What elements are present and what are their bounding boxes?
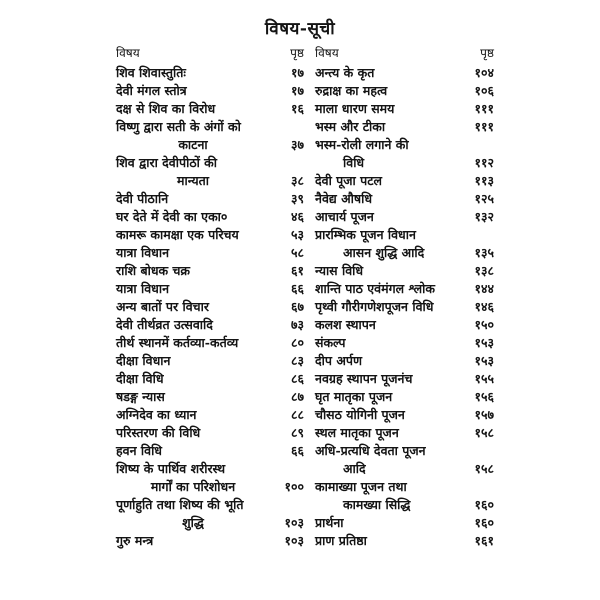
contents-entry	[116, 424, 304, 442]
contents-entry	[315, 352, 494, 370]
entry-page-number: १३५	[474, 245, 494, 260]
entry-subject: अन्य बातों पर विचार	[116, 299, 209, 314]
entry-subject: यात्रा विधान	[116, 281, 170, 296]
entry-page-number: १०३	[284, 533, 304, 548]
contents-entry	[116, 244, 304, 262]
entry-subject: स्थल मातृका पूजन	[315, 425, 399, 440]
entry-subject: प्रार्थना	[315, 515, 344, 530]
contents-entry	[116, 154, 304, 190]
contents-entry	[315, 316, 494, 334]
entry-page-number: १५८	[474, 425, 494, 440]
contents-entry	[116, 298, 304, 316]
contents-column-left	[116, 44, 304, 550]
entry-subject-continued: कामख्या सिद्धि	[343, 497, 411, 512]
contents-list-right	[315, 64, 494, 550]
contents-entry	[116, 532, 304, 550]
entry-page-number: १०४	[474, 65, 494, 80]
contents-entry	[116, 406, 304, 424]
contents-entry	[315, 82, 494, 100]
entry-page-number: १५६	[474, 389, 494, 404]
contents-entry	[315, 208, 494, 226]
contents-entry	[315, 424, 494, 442]
contents-entry	[116, 64, 304, 82]
entry-page-number: १११	[474, 101, 494, 116]
entry-subject: अग्निदेव का ध्यान	[116, 407, 197, 422]
entry-subject-continued: आदि	[343, 461, 366, 476]
contents-entry	[116, 82, 304, 100]
entry-page-number: १७	[290, 83, 304, 98]
entry-page-number: ५८	[290, 245, 304, 260]
contents-entry	[116, 460, 304, 496]
entry-page-number: ७३	[290, 317, 304, 332]
contents-column-right	[315, 44, 494, 550]
entry-page-number: ५३	[290, 227, 304, 242]
subject-header: विषय	[116, 46, 140, 60]
entry-subject: संकल्प	[315, 335, 346, 350]
entry-subject: अधि-प्रत्यधि देवता पूजन	[315, 443, 426, 458]
entry-page-number: ८८	[290, 407, 304, 422]
entry-subject: शान्ति पाठ एवंमंगल श्लोक	[315, 281, 435, 296]
contents-entry	[315, 514, 494, 532]
column-header	[116, 44, 304, 64]
contents-list-left	[116, 64, 304, 550]
contents-entry	[315, 172, 494, 190]
entry-page-number: १५०	[474, 317, 494, 332]
page-title: विषय-सूची	[264, 19, 336, 39]
entry-subject: भस्म-रोली लगाने की	[315, 137, 409, 152]
entry-page-number: ८७	[290, 389, 304, 404]
page-header: पृष्ठ	[480, 46, 494, 60]
entry-page-number: ३८	[290, 173, 304, 188]
contents-entry	[116, 334, 304, 352]
entry-subject: पृथ्वी गौरीगणेशपूजन विधि	[315, 299, 434, 314]
entry-subject-continued: काटना	[178, 137, 208, 152]
entry-subject: शिव द्वारा देवीपीठों की	[116, 155, 218, 170]
entry-page-number: १५७	[474, 407, 494, 422]
entry-page-number: १५५	[474, 371, 494, 386]
entry-page-number: १५८	[474, 461, 494, 476]
contents-entry	[315, 262, 494, 280]
entry-subject: रुद्राक्ष का महत्व	[315, 83, 388, 98]
entry-page-number: ६१	[290, 263, 304, 278]
entry-subject-continued: मान्यता	[176, 173, 209, 188]
contents-entry	[315, 100, 494, 118]
subject-header: विषय	[315, 46, 339, 60]
entry-subject-continued: आसन शुद्धि आदि	[343, 245, 425, 260]
entry-page-number: १५३	[474, 353, 494, 368]
entry-subject: देवी मंगल स्तोत्र	[116, 83, 187, 98]
contents-entry	[116, 388, 304, 406]
entry-page-number: ६७	[290, 299, 304, 314]
entry-subject: चौसठ योगिनी पूजन	[315, 407, 405, 422]
entry-subject: दीक्षा विधि	[116, 371, 164, 386]
contents-entry	[315, 226, 494, 262]
contents-entry	[116, 262, 304, 280]
entry-page-number: १६१	[474, 533, 494, 548]
entry-subject: राशि बोधक चक्र	[116, 263, 190, 278]
entry-page-number: ११३	[474, 173, 494, 188]
contents-entry	[315, 64, 494, 82]
contents-entry	[116, 226, 304, 244]
contents-entry	[116, 208, 304, 226]
entry-page-number: ८६	[290, 371, 304, 386]
entry-page-number: ६६	[290, 443, 304, 458]
entry-subject: कलश स्थापन	[315, 317, 376, 332]
entry-subject: न्यास विधि	[315, 263, 364, 278]
entry-subject: हवन विधि	[116, 443, 162, 458]
entry-subject: दीक्षा विधान	[116, 353, 171, 368]
entry-page-number: ४६	[290, 209, 304, 224]
entry-page-number: १३२	[474, 209, 494, 224]
entry-page-number: १३८	[474, 263, 494, 278]
contents-entry	[315, 532, 494, 550]
entry-subject: देवी पूजा पटल	[315, 173, 383, 188]
entry-subject: नैवेद्य औषधि	[315, 191, 373, 206]
entry-page-number: ८०	[290, 335, 304, 350]
entry-subject: प्राण प्रतिष्ठा	[315, 533, 367, 548]
contents-entry	[116, 442, 304, 460]
entry-subject: नवग्रह स्थापन पूजनंच	[315, 371, 413, 386]
entry-subject: दक्ष से शिव का विरोध	[116, 101, 216, 116]
entry-page-number: १६०	[474, 515, 494, 530]
entry-page-number: ३७	[290, 137, 304, 152]
entry-page-number: १२५	[474, 191, 494, 206]
contents-entry	[315, 118, 494, 136]
entry-page-number: ११२	[474, 155, 494, 170]
entry-subject: घर देते में देवी का एका०	[116, 209, 228, 224]
entry-subject: गुरु मन्त्र	[116, 533, 154, 548]
entry-subject: दीप अर्पण	[315, 353, 363, 368]
entry-subject: षडङ्ग न्यास	[116, 389, 165, 404]
entry-page-number: ८३	[290, 353, 304, 368]
entry-subject: शिष्य के पार्थिव शरीरस्थ	[116, 461, 226, 476]
entry-subject: शिव शिवास्तुतिः	[116, 65, 186, 80]
contents-entry	[116, 496, 304, 532]
entry-page-number: १०६	[474, 83, 494, 98]
contents-entry	[315, 442, 494, 478]
entry-subject: माला धारण समय	[315, 101, 395, 116]
entry-subject: अन्त्य के कृत	[315, 65, 375, 80]
entry-page-number: १४४	[474, 281, 494, 296]
entry-page-number: १०३	[284, 515, 304, 530]
contents-entry	[315, 478, 494, 514]
entry-page-number: ८९	[290, 425, 304, 440]
contents-entry	[315, 334, 494, 352]
entry-page-number: १६	[290, 101, 304, 116]
contents-entry	[116, 316, 304, 334]
entry-subject: प्रारम्भिक पूजन विधान	[315, 227, 416, 242]
entry-subject: कामाख्या पूजन तथा	[315, 479, 407, 494]
entry-subject: भस्म और टीका	[315, 119, 386, 134]
entry-subject-continued: विधि	[343, 155, 365, 170]
contents-entry	[116, 100, 304, 118]
contents-entry	[315, 190, 494, 208]
entry-subject-continued: शुद्धि	[182, 515, 204, 530]
contents-entry	[116, 118, 304, 154]
contents-entry	[315, 298, 494, 316]
contents-entry	[315, 406, 494, 424]
entry-subject: आचार्य पूजन	[315, 209, 374, 224]
entry-subject: कामरू कामक्षा एक परिचय	[116, 227, 239, 242]
contents-entry	[116, 190, 304, 208]
entry-subject: यात्रा विधान	[116, 245, 170, 260]
page-header: पृष्ठ	[290, 46, 304, 60]
entry-page-number: १४६	[474, 299, 494, 314]
entry-page-number: ६६	[290, 281, 304, 296]
entry-page-number: १७	[290, 65, 304, 80]
contents-entry	[315, 136, 494, 172]
entry-subject: विष्णु द्वारा सती के अंगों को	[116, 119, 241, 134]
entry-subject: देवी पीठानि	[116, 191, 169, 206]
contents-entry	[315, 388, 494, 406]
entry-subject: पूर्णाहुति तथा शिष्य की भूति	[116, 497, 244, 512]
contents-entry	[116, 370, 304, 388]
entry-subject: परिस्तरण की विधि	[116, 425, 201, 440]
entry-subject: तीर्थ स्थानमें कर्तव्या-कर्तव्य	[116, 335, 239, 350]
contents-entry	[315, 370, 494, 388]
contents-entry	[315, 280, 494, 298]
entry-page-number: ३९	[290, 191, 304, 206]
entry-page-number: १११	[474, 119, 494, 134]
entry-subject: घृत मातृका पूजन	[315, 389, 393, 404]
entry-subject-continued: मार्गों का परिशोधन	[150, 479, 236, 494]
entry-page-number: १५३	[474, 335, 494, 350]
entry-page-number: १६०	[474, 497, 494, 512]
contents-entry	[116, 280, 304, 298]
entry-page-number: १००	[284, 479, 304, 494]
contents-entry	[116, 352, 304, 370]
entry-subject: देवी तीर्थव्रत उत्सवादि	[116, 317, 213, 332]
column-header	[315, 44, 494, 64]
